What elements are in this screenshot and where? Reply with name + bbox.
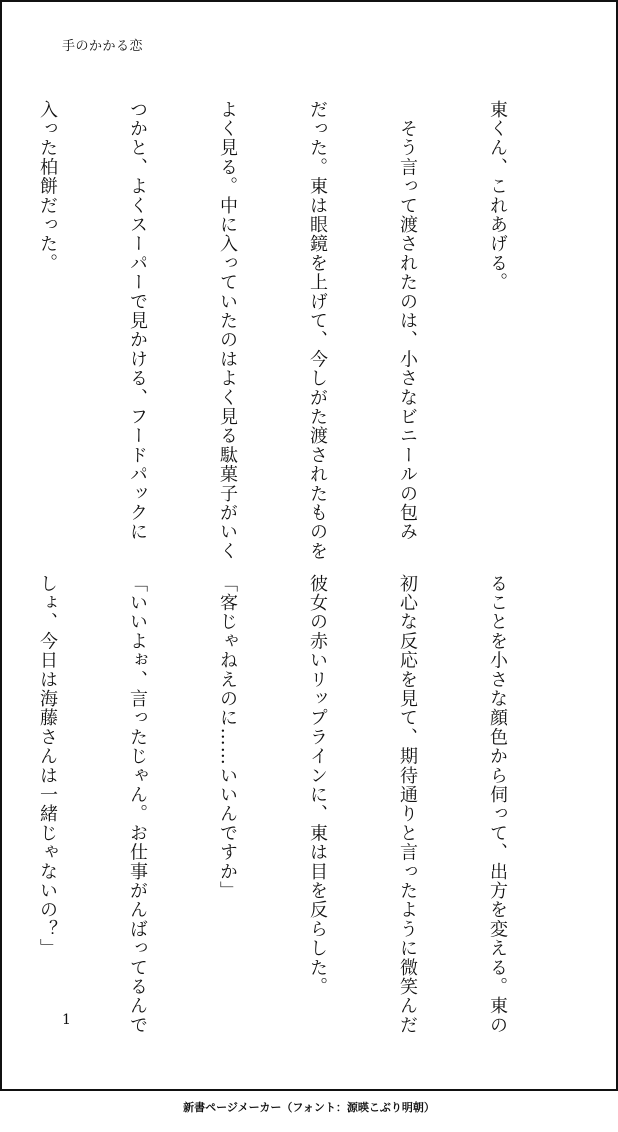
text-line: しょ、今日は海藤さんは一緒じゃないの？」 (37, 574, 58, 958)
footer-credit: 新書ページメーカー（フォント：源暎こぶり明朝） (183, 1101, 435, 1114)
text-line: 「客じゃねえのに……いいんですか」 (217, 574, 238, 901)
text-line: 初心な反応を見て、期待通りと言ったように微笑んだ (397, 574, 418, 1035)
text-block-bottom (0, 574, 572, 1035)
text-line: そう言って渡されたのは、小さなビニールの包み (397, 100, 418, 542)
text-line: 彼女の赤いリップラインに、東は目を反らした。 (307, 574, 328, 997)
text-line: よく見る。中に入っていたのはよく見る駄菓子がいく (217, 100, 238, 561)
text-block-top (0, 100, 572, 561)
text-line: つかと、よくスーパーで見かける、フードパックに (127, 100, 148, 542)
page-number: 1 (62, 1012, 71, 1028)
text-line: だった。東は眼鏡を上げて、今しがた渡されたものを (307, 100, 328, 561)
text-line: ることを小さな顔色から伺って、出方を変える。東の (487, 574, 508, 1035)
text-line: 入った柏餅だった。 (37, 100, 58, 273)
text-line: 「いいよぉ、言ったじゃん。お仕事がんばってるんで (127, 574, 148, 1035)
text-line: 東くん、これあげる。 (487, 100, 508, 292)
running-title: 手のかかる恋 (62, 39, 144, 54)
